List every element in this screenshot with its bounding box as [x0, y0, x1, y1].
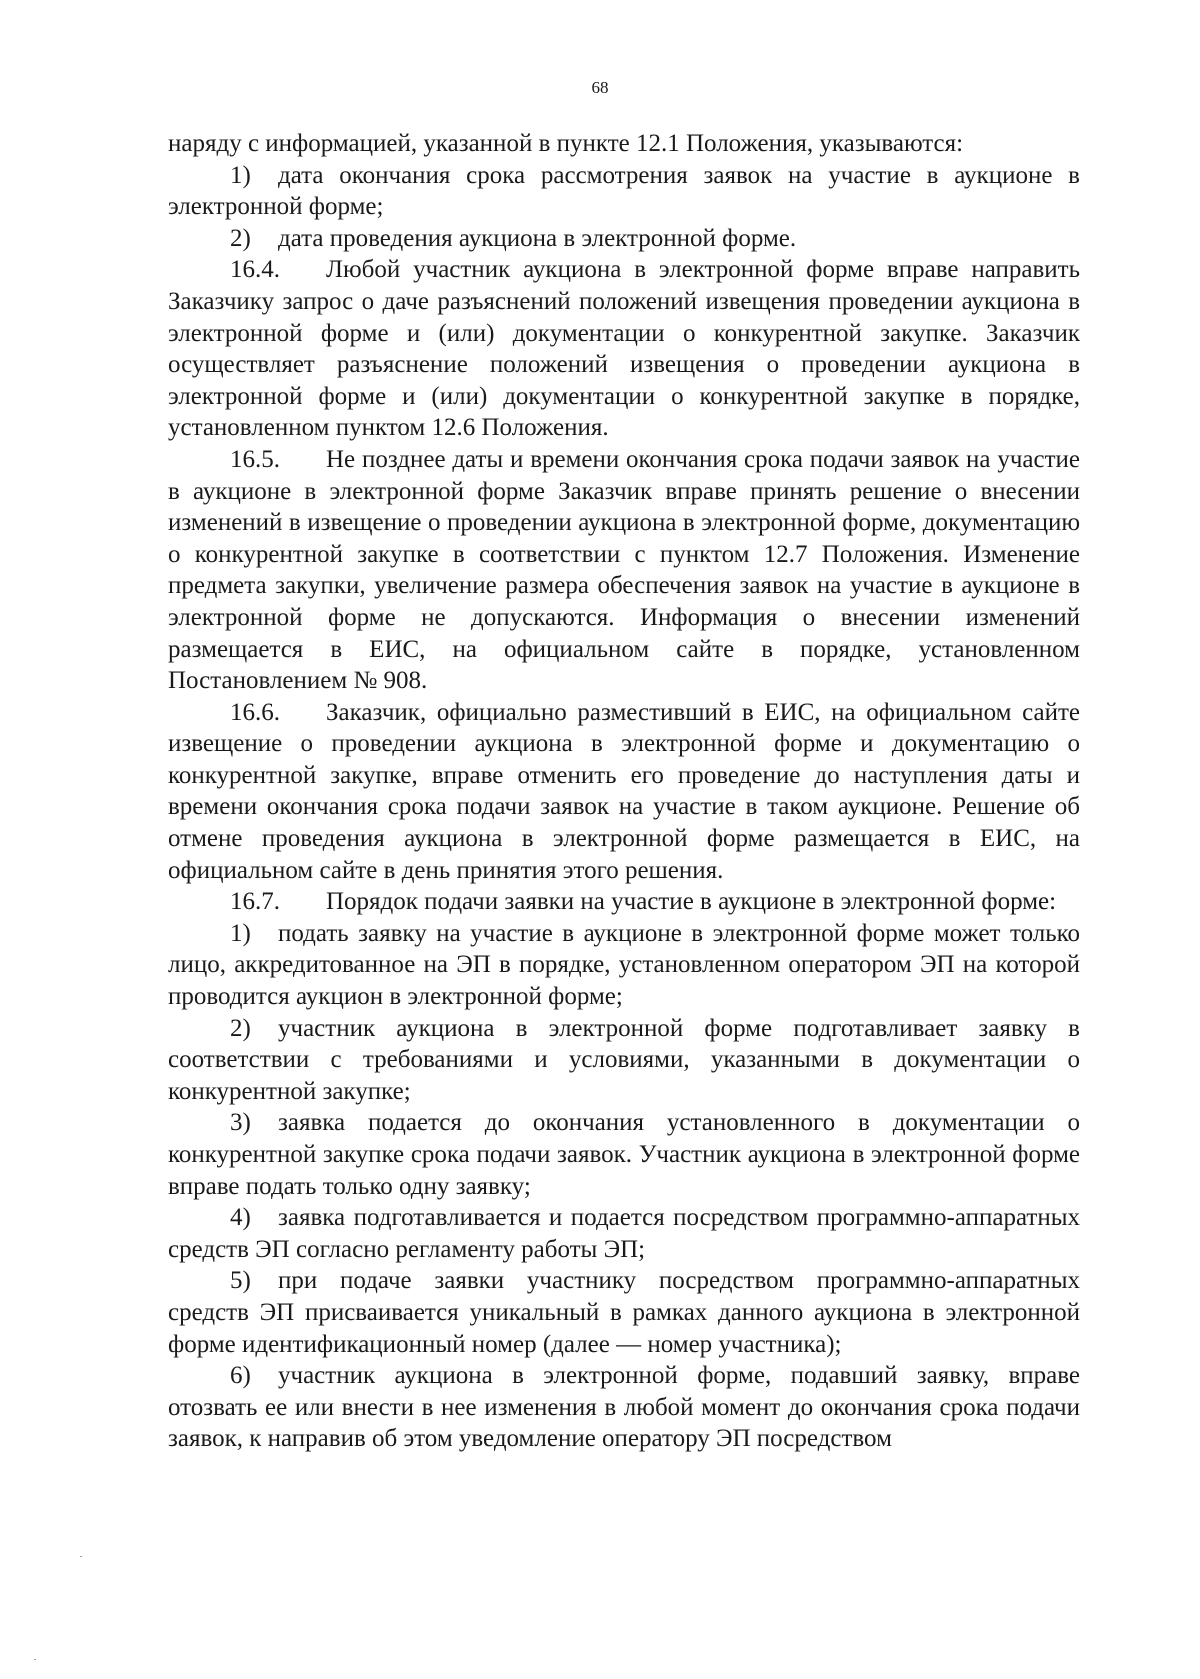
clause-number: 16.4.	[230, 256, 280, 284]
clause-text: Не позднее даты и времени окончания срока подачи заявок на участие в аукционе в электронной форме Заказчик вправе принять решение о внесении изменений в извещение о проведении аукциона в электронной форме, документацию о конкурентной закупке в соответствии с пунктом 12.7 Положения. Изменение предмета закупки, увеличение размера обеспечения заявок на участие в аукционе в электронной форме не допускаются. Информация о внесении изменений размещается в ЕИС, на официальном сайте в порядке, установленном Постановлением № 908.	[168, 445, 1080, 695]
list-item-text: заявка подается до окончания установленного в документации о конкурентной закупке срока подачи заявок. Участник аукциона в электронной форме вправе подать только одну заявку;	[168, 1109, 1080, 1200]
list-item-number: 6)	[230, 1362, 251, 1390]
list-item-text: участник аукциона в электронной форме подготавливает заявку в соответствии с требованиями и условиями, указанными в документации о конкурентной закупке;	[168, 1014, 1080, 1105]
clause-text: Заказчик, официально разместивший в ЕИС, на официальном сайте извещение о проведении аукциона в электронной форме и документацию о конкурентной закупке, вправе отменить его проведение до наступления даты и времени окончания срока подачи заявок на участие в таком аукционе. Решение об отмене проведения аукциона в электронной форме размещается в ЕИС, на официальном сайте в день принятия этого решения.	[168, 698, 1080, 884]
scan-artifact	[80, 1556, 82, 1557]
list-item	[168, 1013, 1080, 1108]
list-item-text: при подаче заявки участнику посредством программно-аппаратных средств ЭП присваивается уникальный в рамках данного аукциона в электронной форме идентификационный номер (далее — номер участника);	[168, 1267, 1080, 1358]
list-item-number: 3)	[230, 1109, 251, 1137]
list-item-text: дата проведения аукциона в электронной форме.	[278, 224, 797, 252]
list-item-text: участник аукциона в электронной форме, подавший заявку, вправе отозвать ее или внести в нее изменения в любой момент до окончания срока подачи заявок, к направив об этом уведомление оператору ЭП посредством	[168, 1362, 1080, 1453]
clause-16-5	[168, 444, 1080, 697]
paragraph-intro	[168, 128, 1080, 160]
clause-16-4	[168, 254, 1080, 444]
clause-number: 16.6.	[230, 698, 280, 726]
clause-number: 16.5.	[230, 445, 280, 473]
list-item-number: 2)	[230, 1014, 251, 1042]
page-number: 68	[591, 78, 609, 97]
list-item	[168, 1202, 1080, 1265]
list-item	[168, 1107, 1080, 1202]
list-item-number: 4)	[230, 1204, 251, 1232]
list-item	[168, 1360, 1080, 1455]
clause-text: Любой участник аукциона в электронной форме вправе направить Заказчику запрос о даче разъяснений положений извещения проведении аукциона в электронной форме и (или) документации о конкурентной закупке. Заказчик осуществляет разъяснение положений извещения о проведении аукциона в электронной форме и (или) документации о конкурентной закупке в порядке, установленном пунктом 12.6 Положения.	[168, 256, 1080, 442]
list-item	[168, 223, 1080, 255]
list-item-text: заявка подготавливается и подается посредством программно-аппаратных средств ЭП согласно регламенту работы ЭП;	[168, 1204, 1080, 1263]
list-item	[168, 918, 1080, 1013]
paragraph-text: наряду с информацией, указанной в пункте 12.1 Положения, указываются:	[168, 130, 964, 157]
list-item-number: 5)	[230, 1267, 251, 1295]
document-body	[168, 128, 1080, 1455]
clause-text: Порядок подачи заявки на участие в аукционе в электронной форме:	[326, 888, 1057, 916]
list-item-number: 2)	[230, 224, 251, 252]
list-item	[168, 1265, 1080, 1360]
list-item	[168, 160, 1080, 223]
clause-16-6	[168, 697, 1080, 887]
list-item-number: 1)	[230, 919, 251, 947]
list-item-text: подать заявку на участие в аукционе в электронной форме может только лицо, аккредитованное на ЭП в порядке, установленном оператором ЭП на которой проводится аукцион в электронной форме;	[168, 919, 1080, 1011]
list-item-number: 1)	[230, 161, 251, 189]
list-item-text: дата окончания срока рассмотрения заявок на участие в аукционе в электронной форме;	[168, 161, 1080, 221]
scan-artifact	[34, 1659, 36, 1660]
clause-number: 16.7.	[230, 888, 280, 916]
clause-16-7	[168, 886, 1080, 918]
